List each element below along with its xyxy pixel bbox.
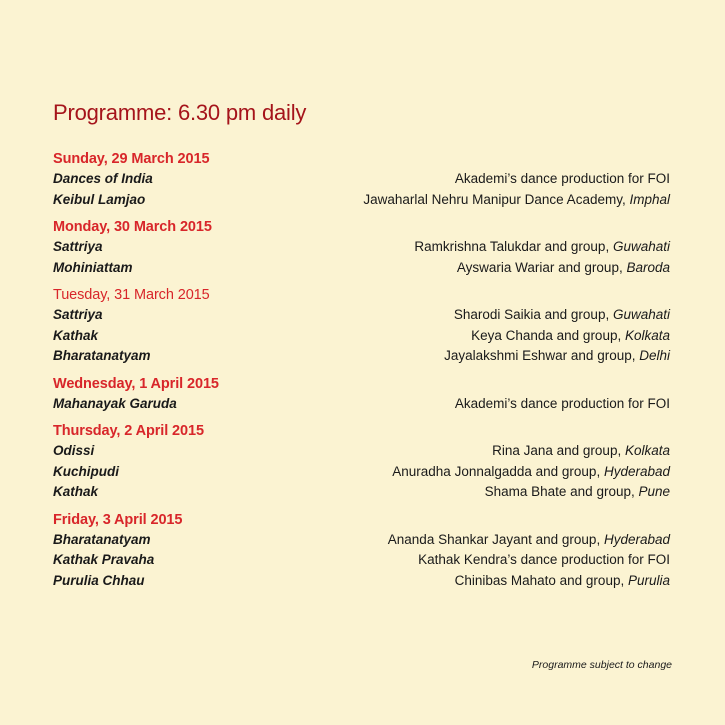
performer-city: Guwahati — [612, 239, 670, 254]
event-row — [53, 258, 670, 279]
performer-city: Delhi — [639, 348, 670, 363]
dance-name: Sattriya — [53, 239, 103, 254]
performer — [392, 462, 670, 483]
day-section — [53, 285, 670, 367]
performer-name: Akademi’s dance production for FOI — [454, 171, 670, 186]
event-row — [53, 346, 670, 367]
day-heading: Thursday, 2 April 2015 — [53, 423, 204, 439]
performer-name: Ananda Shankar Jayant and group, — [387, 531, 604, 547]
dance-name: Kathak — [53, 484, 99, 499]
performer — [363, 190, 670, 211]
dance-name: Mohiniattam — [53, 259, 133, 275]
performer — [455, 169, 670, 190]
dance-name: Kathak Pravaha — [53, 552, 155, 567]
dance-name: Mahanayak Garuda — [53, 395, 177, 411]
dance-name: Odissi — [53, 443, 95, 458]
performer — [471, 326, 670, 347]
performer-city: Guwahati — [612, 307, 670, 322]
performer — [418, 550, 670, 571]
performer-name: Shama Bhate and group, — [484, 484, 639, 499]
event-row — [53, 394, 670, 415]
performer-city: Kolkata — [624, 443, 670, 458]
performer — [492, 441, 670, 462]
performer — [455, 394, 670, 415]
dance-name: Bharatanatyam — [53, 348, 151, 363]
event-row — [53, 550, 670, 571]
change-note: Programme subject to change — [531, 659, 672, 671]
dance-name: Kathak — [53, 327, 99, 343]
event-row — [53, 190, 670, 211]
performer-city: Pune — [638, 484, 670, 499]
performer-city: Hyderabad — [603, 531, 670, 547]
performer-name: Rina Jana and group, — [492, 443, 625, 458]
dance-name: Dances of India — [53, 171, 153, 186]
day-section — [53, 510, 670, 592]
event-row — [53, 169, 670, 190]
performer — [457, 258, 670, 279]
performer-name: Chinibas Mahato and group, — [454, 572, 628, 588]
page-title: Programme: 6.30 pm daily — [53, 100, 307, 125]
day-section — [53, 217, 670, 278]
performer — [388, 530, 670, 551]
performer-name: Jayalakshmi Eshwar and group, — [444, 348, 640, 363]
day-heading: Monday, 30 March 2015 — [53, 219, 212, 235]
day-heading: Sunday, 29 March 2015 — [53, 151, 210, 167]
performer-name: Keya Chanda and group, — [471, 327, 625, 343]
event-row — [53, 326, 670, 347]
dance-name: Purulia Chhau — [53, 572, 145, 588]
dance-name: Kuchipudi — [53, 463, 119, 479]
performer-city: Hyderabad — [603, 463, 670, 479]
performer-city: Imphal — [629, 191, 670, 207]
performer-name: Ayswaria Wariar and group, — [456, 259, 627, 275]
event-row — [53, 305, 670, 326]
performer-city: Baroda — [626, 259, 670, 275]
performer — [444, 346, 670, 367]
event-row — [53, 441, 670, 462]
performer — [485, 482, 670, 503]
day-section — [53, 421, 670, 503]
performer-name: Akademi’s dance production for FOI — [454, 395, 670, 411]
performer-city: Purulia — [627, 572, 670, 588]
performer-name: Sharodi Saikia and group, — [453, 307, 613, 322]
dance-name: Bharatanatyam — [53, 531, 151, 547]
day-section — [53, 149, 670, 210]
schedule — [53, 149, 670, 598]
performer — [455, 571, 670, 592]
event-row — [53, 482, 670, 503]
day-section — [53, 374, 670, 415]
event-row — [53, 571, 670, 592]
event-row — [53, 237, 670, 258]
event-row — [53, 530, 670, 551]
dance-name: Keibul Lamjao — [53, 191, 146, 207]
dance-name: Sattriya — [53, 307, 103, 322]
event-row — [53, 462, 670, 483]
performer — [414, 237, 670, 258]
performer-name: Anuradha Jonnalgadda and group, — [392, 463, 604, 479]
day-heading: Tuesday, 31 March 2015 — [53, 287, 210, 303]
performer-city: Kolkata — [624, 327, 670, 343]
performer — [454, 305, 670, 326]
performer-name: Jawaharlal Nehru Manipur Dance Academy, — [363, 191, 630, 207]
performer-name: Kathak Kendra’s dance production for FOI — [418, 552, 670, 567]
day-heading: Wednesday, 1 April 2015 — [53, 375, 219, 392]
day-heading: Friday, 3 April 2015 — [53, 511, 183, 528]
performer-name: Ramkrishna Talukdar and group, — [414, 239, 613, 254]
